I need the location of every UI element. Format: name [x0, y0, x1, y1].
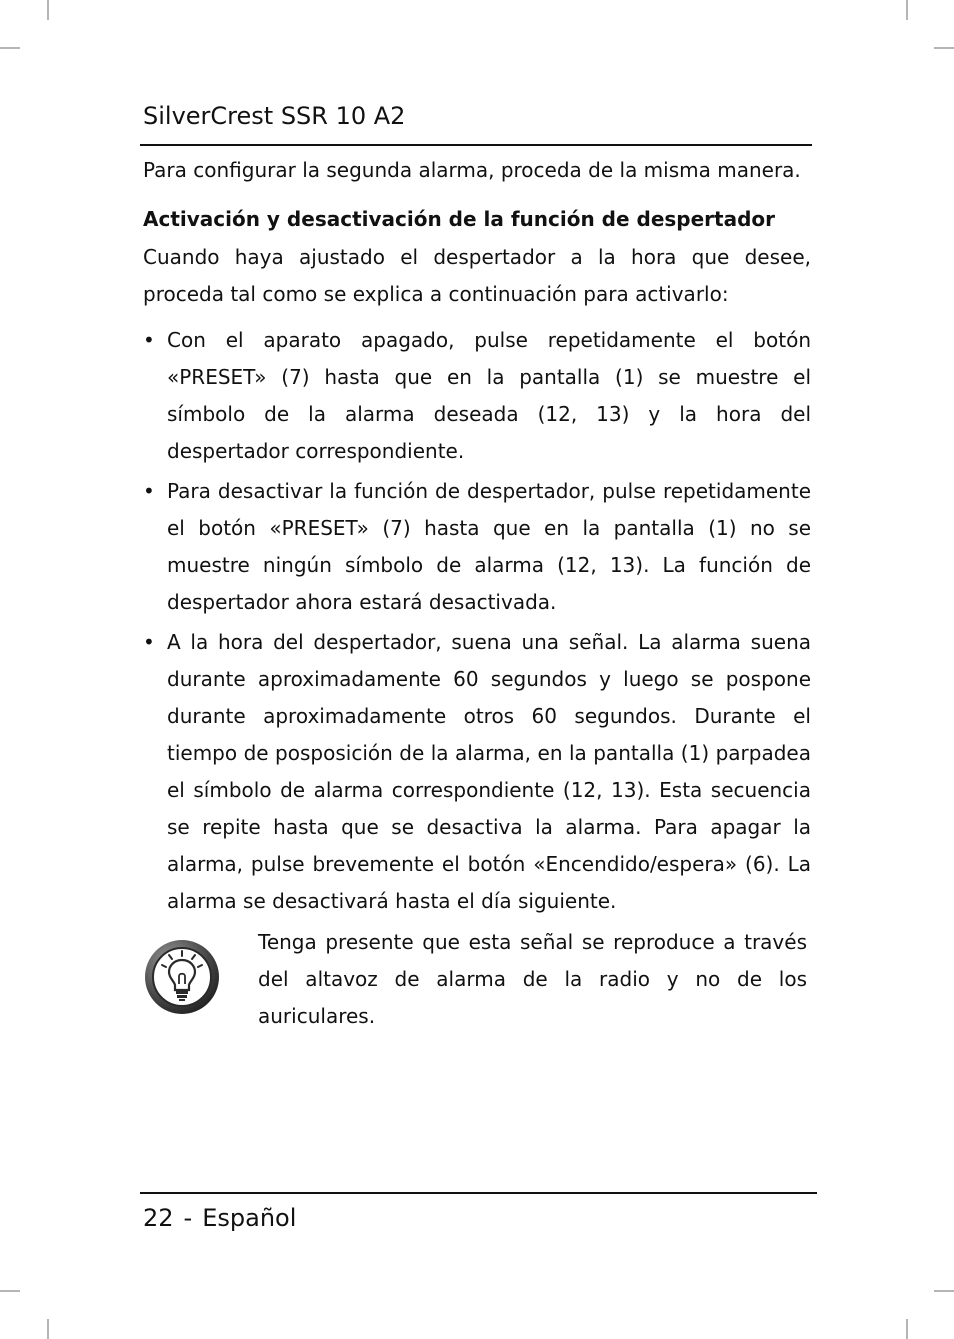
page-body — [143, 152, 811, 1035]
section-heading: Activación y desactivación de la función de despertador — [143, 207, 776, 231]
list-item — [143, 624, 811, 920]
list-item — [143, 473, 811, 621]
footer-language: Español — [202, 1204, 297, 1232]
page-footer — [143, 1200, 296, 1236]
instruction-list — [143, 322, 811, 920]
footer-separator: - — [183, 1204, 193, 1232]
crop-mark — [934, 47, 954, 49]
intro-paragraph: Para configurar la segunda alarma, proceda de la misma manera. — [143, 158, 801, 182]
list-item-text: Con el aparato apagado, pulse repetidamente el botón «PRESET» (7) hasta que en la pantalla (1) se muestre el símbolo de la alarma deseada (12, 13) y la hora del despertador correspondiente. — [167, 328, 811, 463]
footer-rule — [140, 1192, 817, 1194]
list-item — [143, 322, 811, 470]
running-header: SilverCrest SSR 10 A2 — [143, 102, 406, 130]
crop-mark — [47, 1319, 49, 1339]
bullet-marker: • — [143, 479, 155, 503]
crop-mark — [906, 0, 908, 20]
note-icon-container — [143, 924, 258, 1028]
crop-mark — [906, 1319, 908, 1339]
crop-mark — [47, 0, 49, 20]
note-text: Tenga presente que esta señal se reproduce a través del altavoz de alarma de la radio y no de los auriculares. — [258, 930, 807, 1028]
list-item-text: Para desactivar la función de despertador, pulse repetidamente el botón «PRESET» (7) hasta que en la pantalla (1) no se muestre ningún símbolo de alarma (12, 13). La función de despertador ahora estará desactivada. — [167, 479, 811, 614]
crop-mark — [0, 47, 20, 49]
bullet-marker: • — [143, 328, 155, 352]
crop-mark — [0, 1290, 20, 1292]
section-lead-paragraph: Cuando haya ajustado el despertador a la hora que desee, proceda tal como se explica a continuación para activarlo: — [143, 245, 811, 306]
bullet-marker: • — [143, 630, 155, 654]
page-number: 22 — [143, 1204, 174, 1232]
note-box — [143, 924, 811, 1035]
lightbulb-icon — [143, 938, 221, 1016]
list-item-text: A la hora del despertador, suena una señal. La alarma suena durante aproximadamente 60 segundos y luego se pospone durante aproximadamente otros 60 segundos. Durante el tiempo de posposición de la alarma, en la pantalla (1) parpadea el símbolo de alarma correspondiente (12, 13). Esta secuencia se repite hasta que se desactiva la alarma. Para apagar la alarma, pulse brevemente el botón «Encendido/espera» (6). La alarma se desactivará hasta el día siguiente. — [167, 630, 811, 913]
crop-mark — [934, 1290, 954, 1292]
header-rule — [140, 144, 812, 146]
